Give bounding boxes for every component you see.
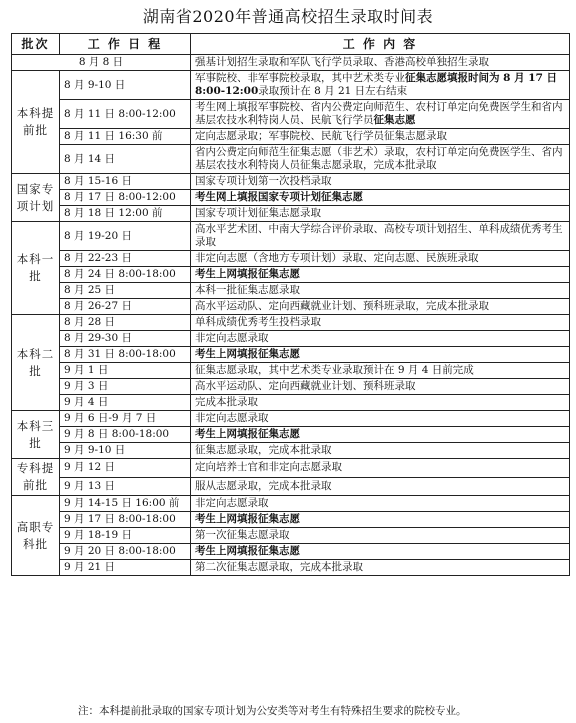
content-cell (191, 174, 570, 190)
table-row (12, 129, 570, 145)
content-emphasis: 征集志愿填报时间为 8 月 17 日 8:00-12:00 (195, 72, 558, 97)
date-cell: 9 月 20 日 8:00-18:00 (60, 544, 191, 560)
content-text: 省内公费定向师范生征集志愿（非艺术）录取，农村订单定向免费医学生、省内基层农技水利特岗人员征集志愿录取，完成本批录取 (195, 146, 563, 171)
table-row (12, 55, 570, 71)
table-row (12, 315, 570, 331)
content-cell (191, 331, 570, 347)
date-cell: 9 月 21 日 (60, 560, 191, 576)
content-emphasis: 考生网上填报国家专项计划征集志愿 (195, 191, 363, 203)
content-text: 定向志愿录取；军事院校、民航飞行学员征集志愿录取 (195, 130, 447, 142)
date-cell: 8 月 25 日 (60, 283, 191, 299)
date-cell: 9 月 4 日 (60, 395, 191, 411)
content-cell (191, 71, 570, 100)
batch-cell: 本科三批 (12, 411, 60, 459)
content-cell (191, 560, 570, 576)
date-cell: 8 月 24 日 8:00-18:00 (60, 267, 191, 283)
content-cell (191, 395, 570, 411)
content-cell (191, 427, 570, 443)
content-cell (191, 496, 570, 512)
table-row (12, 222, 570, 251)
header-schedule: 工 作 日 程 (60, 34, 191, 55)
batch-cell: 本科二批 (12, 315, 60, 411)
table-row (12, 379, 570, 395)
table-row (12, 100, 570, 129)
content-text: 非定向志愿录取 (195, 497, 269, 509)
content-cell (191, 512, 570, 528)
content-cell (191, 190, 570, 206)
date-cell: 8 月 11 日 8:00-12:00 (60, 100, 191, 129)
date-cell: 9 月 9-10 日 (60, 443, 191, 459)
content-text: 非定向志愿录取 (195, 332, 269, 344)
footnote: 注：本科提前批录取的国家专项计划为公安类等对考生有特殊招生要求的院校专业。 (78, 705, 467, 717)
content-cell (191, 544, 570, 560)
table-row (12, 71, 570, 100)
date-cell: 8 月 18 日 12:00 前 (60, 206, 191, 222)
date-cell: 9 月 1 日 (60, 363, 191, 379)
table-header-row (12, 34, 570, 55)
content-emphasis: 考生上网填报征集志愿 (195, 348, 300, 360)
table-row (12, 411, 570, 427)
table-row (12, 347, 570, 363)
content-cell (191, 283, 570, 299)
table-row (12, 283, 570, 299)
content-emphasis: 考生上网填报征集志愿 (195, 513, 300, 525)
date-cell: 8 月 31 日 8:00-18:00 (60, 347, 191, 363)
first-row-content: 强基计划招生录取和军队飞行学员录取、香港高校单独招生录取 (191, 55, 570, 71)
content-text: 定向培养士官和非定向志愿录取 (195, 461, 342, 474)
batch-cell: 本科提前批 (12, 71, 60, 174)
date-cell: 8 月 28 日 (60, 315, 191, 331)
content-cell (191, 443, 570, 459)
content-text: 第二次征集志愿录取，完成本批录取 (195, 561, 363, 573)
table-row (12, 443, 570, 459)
table-row (12, 496, 570, 512)
content-cell (191, 528, 570, 544)
content-text: 高水平运动队、定向西藏就业计划、预科班录取，完成本批录取 (195, 300, 489, 312)
date-cell: 9 月 13 日 (60, 477, 191, 496)
content-cell (191, 100, 570, 129)
content-text: 第一次征集志愿录取 (195, 529, 290, 541)
content-text: 高水平运动队、定向西藏就业计划、预科班录取 (195, 380, 416, 392)
content-text: 单科成绩优秀考生投档录取 (195, 316, 321, 328)
content-cell (191, 459, 570, 478)
content-text: 国家专项计划第一次投档录取 (195, 175, 332, 187)
date-cell: 9 月 6 日-9 月 7 日 (60, 411, 191, 427)
table-row (12, 512, 570, 528)
content-cell (191, 206, 570, 222)
table-row (12, 477, 570, 496)
date-cell: 8 月 15-16 日 (60, 174, 191, 190)
content-cell (191, 363, 570, 379)
date-cell: 8 月 9-10 日 (60, 71, 191, 100)
content-cell (191, 315, 570, 331)
content-text: 考生网上填报军事院校、省内公费定向师范生、农村订单定向免费医学生和省内基层农技水利特岗人员、民航飞行学员 (195, 101, 563, 126)
table-row (12, 363, 570, 379)
table-row (12, 174, 570, 190)
table-row (12, 560, 570, 576)
table-row (12, 544, 570, 560)
content-text: 完成本批录取 (195, 396, 258, 408)
content-text: 本科一批征集志愿录取 (195, 284, 300, 296)
content-emphasis: 征集志愿 (373, 114, 416, 126)
table-row (12, 459, 570, 478)
content-cell (191, 299, 570, 315)
date-cell: 8 月 17 日 8:00-12:00 (60, 190, 191, 206)
date-cell: 9 月 8 日 8:00-18:00 (60, 427, 191, 443)
schedule-table (11, 33, 570, 576)
table-row (12, 206, 570, 222)
header-content: 工 作 内 容 (191, 34, 570, 55)
batch-cell: 本科一批 (12, 222, 60, 315)
content-emphasis: 考生上网填报征集志愿 (195, 428, 300, 440)
table-row (12, 395, 570, 411)
date-cell: 8 月 29-30 日 (60, 331, 191, 347)
content-emphasis: 考生上网填报征集志愿 (195, 268, 300, 280)
first-row-date: 8 月 8 日 (12, 55, 191, 71)
content-cell (191, 379, 570, 395)
table-row (12, 251, 570, 267)
date-cell: 8 月 19-20 日 (60, 222, 191, 251)
batch-cell: 高职专科批 (12, 496, 60, 576)
date-cell: 9 月 12 日 (60, 459, 191, 478)
content-text: 非定向志愿（含地方专项计划）录取、定向志愿、民族班录取 (195, 252, 479, 264)
content-emphasis: 考生上网填报征集志愿 (195, 545, 300, 557)
table-row (12, 145, 570, 174)
content-cell (191, 251, 570, 267)
table-row (12, 299, 570, 315)
content-cell (191, 347, 570, 363)
content-tail: 录取预计在 8 月 21 日左右结束 (258, 85, 408, 97)
content-text: 服从志愿录取，完成本批录取 (195, 479, 332, 492)
date-cell: 9 月 3 日 (60, 379, 191, 395)
date-cell: 8 月 26-27 日 (60, 299, 191, 315)
batch-cell: 国家专项计划 (12, 174, 60, 222)
content-cell (191, 145, 570, 174)
table-row (12, 190, 570, 206)
content-cell (191, 129, 570, 145)
content-text: 非定向志愿录取 (195, 412, 269, 424)
table-row (12, 267, 570, 283)
date-cell: 8 月 11 日 16:30 前 (60, 129, 191, 145)
header-batch: 批次 (12, 34, 60, 55)
content-text: 征集志愿录取，完成本批录取 (195, 444, 332, 456)
content-cell (191, 477, 570, 496)
page-title: 湖南省2020年普通高校招生录取时间表 (142, 7, 434, 26)
date-cell: 9 月 18-19 日 (60, 528, 191, 544)
content-text: 军事院校、非军事院校录取，其中艺术类专业 (195, 72, 405, 84)
content-cell (191, 267, 570, 283)
content-text: 国家专项计划征集志愿录取 (195, 207, 321, 219)
date-cell: 8 月 14 日 (60, 145, 191, 174)
table-row (12, 331, 570, 347)
date-cell: 9 月 14-15 日 16:00 前 (60, 496, 191, 512)
date-cell: 9 月 17 日 8:00-18:00 (60, 512, 191, 528)
content-cell (191, 411, 570, 427)
table-row (12, 427, 570, 443)
date-cell: 8 月 22-23 日 (60, 251, 191, 267)
content-text: 高水平艺术团、中南大学综合评价录取、高校专项计划招生、单科成绩优秀考生录取 (195, 223, 563, 248)
content-text: 征集志愿录取，其中艺术类专业录取预计在 9 月 4 日前完成 (195, 364, 474, 376)
batch-cell: 专科提前批 (12, 459, 60, 496)
table-row (12, 528, 570, 544)
content-cell (191, 222, 570, 251)
